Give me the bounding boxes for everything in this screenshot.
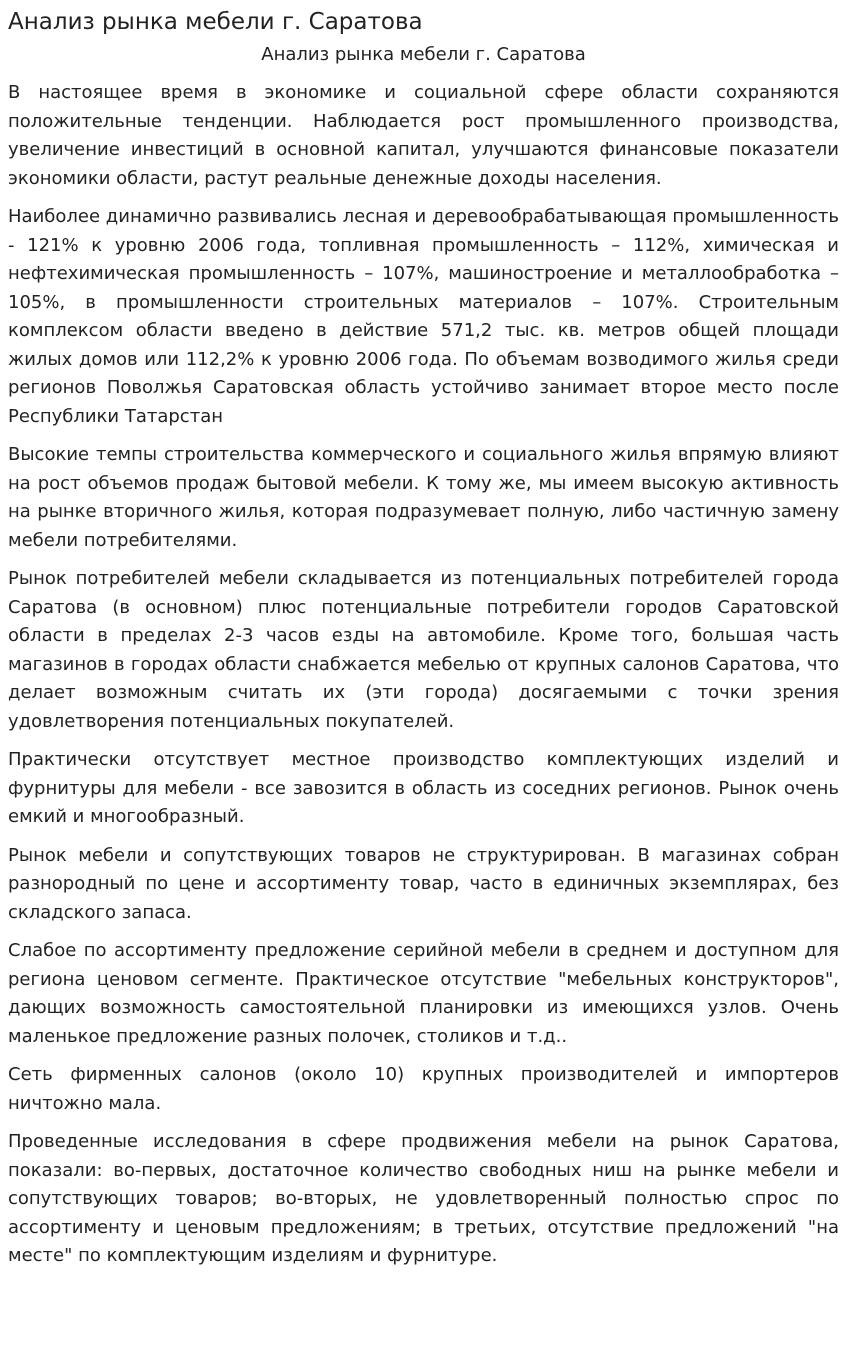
paragraph-2: Наиболее динамично развивались лесная и деревообрабатывающая промышленность - 121% к уровню 2006 года, топливная промышленность – 112%, химическая и нефтехимическая промышленность – 107%, машиностроение и металлообработка – 105%, в промышленности строительных материалов – 107%. Строительным комплексом области введено в действие 571,2 тыс. кв. метров общей площади жилых домов или 112,2% к уровню 2006 года. По объемам возводимого жилья среди регионов Поволжья Саратовская область устойчиво занимает второе место после Республики Татарстан <box>8 206 839 427</box>
paragraph-5: Практически отсутствует местное производство комплектующих изделий и фурнитуры для мебели - все завозится в область из соседних регионов. Рынок очень емкий и многообразный. <box>8 749 839 827</box>
paragraph-4: Рынок потребителей мебели складывается из потенциальных потребителей города Саратова (в основном) плюс потенциальные потребители городов Саратовской области в пределах 2-3 часов езды на автомобиле. Кроме того, большая часть магазинов в городах области снабжается мебелью от крупных салонов Саратова, что делает возможным считать их (эти города) досягаемыми с точки зрения удовлетворения потенциальных покупателей. <box>8 568 839 732</box>
paragraph-6: Рынок мебели и сопутствующих товаров не структурирован. В магазинах собран разнородный по цене и ассортименту товар, часто в единичных экземплярах, без складского запаса. <box>8 844 839 923</box>
page-title: Анализ рынка мебели г. Саратова <box>8 9 423 35</box>
paragraph-9: Проведенные исследования в сфере продвижения мебели на рынок Саратова, показали: во-первых, достаточное количество свободных ниш на рынке мебели и сопутствующих товаров; во-вторых, не удовлетворенный полностью спрос по ассортименту и ценовым предложениям; в третьих, отсутствие предложений "на месте" по комплектующим изделиям и фурнитуре. <box>8 1131 839 1266</box>
paragraph-3: Высокие темпы строительства коммерческого и социального жилья впрямую влияют на рост объемов продаж бытовой мебели. К тому же, мы имеем высокую активность на рынке вторичного жилья, которая подразумевает полную, либо частичную замену мебели потребителями. <box>8 444 839 551</box>
document-title: Анализ рынка мебели г. Саратова <box>261 44 586 65</box>
paragraph-7: Слабое по ассортименту предложение серийной мебели в среднем и доступном для региона ценовом сегменте. Практическое отсутствие "мебельных конструкторов", дающих возможность самостоятельной планировки из имеющихся узлов. Очень маленькое предложение разных полочек, столиков и т.д.. <box>8 940 839 1047</box>
paragraph-1: В настоящее время в экономике и социальной сфере области сохраняются положительные тенденции. Наблюдается рост промышленного производства, увеличение инвестиций в основной капитал, улучшаются финансовые показатели экономики области, растут реальные денежные доходы населения. <box>8 82 839 189</box>
paragraph-8: Сеть фирменных салонов (около 10) крупных производителей и импортеров ничтожно мала. <box>8 1064 839 1114</box>
